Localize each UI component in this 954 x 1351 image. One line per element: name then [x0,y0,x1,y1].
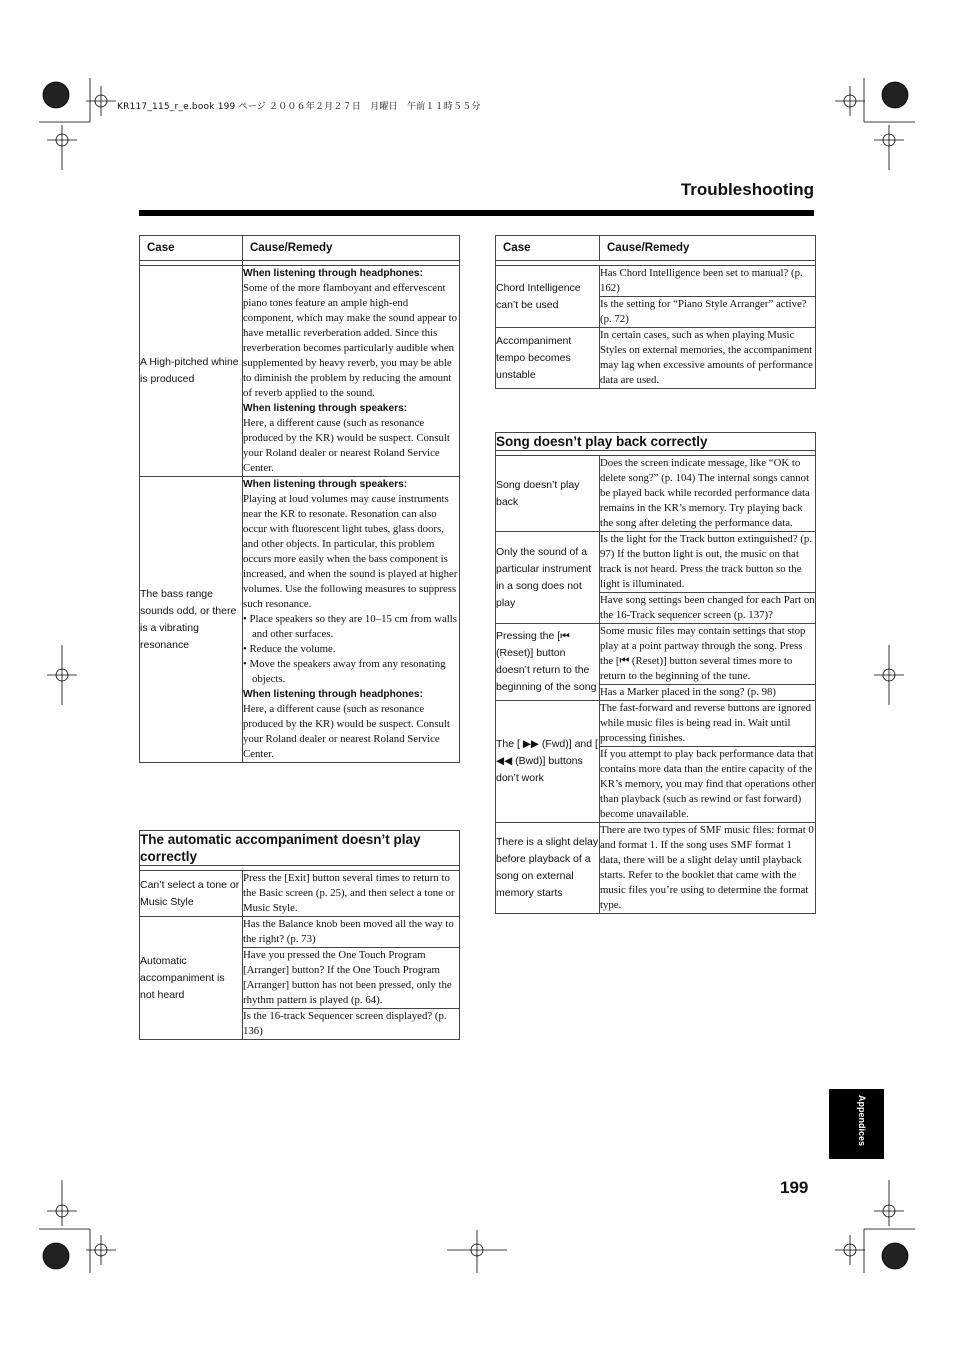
remedy-cell: There are two types of SMF music files: format 0 and format 1. If the song uses SMF format 1 data, there will be a slight delay until playback starts. Refer to the booklet that came with the music files you’re using to determine the format type. [600,823,816,914]
case-cell: Chord Intelligence can’t be used [496,266,600,328]
remedy-cell: The fast-forward and reverse buttons are ignored while music files is being read in. Wait until processing finishes. [600,701,816,747]
table-row [496,701,816,747]
remedy-cell: Is the light for the Track button extinguished? (p. 97) If the button light is out, the music on that track is not heard. Press the track button so the light is illuminated. [600,532,816,593]
case-cell: The bass range sounds odd, or there is a vibrating resonance [140,477,243,763]
remedy-cell: Has a Marker placed in the song? (p. 98) [600,685,816,701]
table-row [140,266,460,477]
table-row [496,823,816,914]
remedy-cell: Have you pressed the One Touch Program [Arranger] button? If the One Touch Program [Arranger] button has not been pressed, only the rhythm pattern is played (p. 64). [243,948,460,1009]
bullet-item: • Move the speakers away from any resonating objects. [243,658,446,685]
case-cell: Accompaniment tempo becomes unstable [496,328,600,389]
remedy-cell: Is the 16-track Sequencer screen displayed? (p. 136) [243,1009,460,1040]
remedy-cell: Does the screen indicate message, like “OK to delete song?” (p. 104) The internal songs cannot be played back while recorded performance data remains in the KR’s memory. Try playing back the song after deleting the performance data. [600,456,816,532]
case-header: Case [140,236,243,261]
section-title: The automatic accompaniment doesn’t play correctly [140,831,460,866]
case-cell: Can’t select a tone or Music Style [140,871,243,917]
table-row [140,477,460,763]
remedy-subheading: When listening through speakers: [243,403,408,414]
appendices-side-tab [829,1089,884,1159]
table-row [496,532,816,593]
case-cell: A High-pitched whine is produced [140,266,243,477]
side-tab-label: Appendices [857,1095,867,1147]
remedy-cell: Is the setting for “Piano Style Arranger” active? (p. 72) [600,297,816,328]
title-rule [139,210,814,216]
left-troubleshooting-table [139,235,460,763]
case-cell: Pressing the [⏮ (Reset)] button doesn’t return to the beginning of the song [496,624,600,701]
remedy-cell: Some music files may contain settings that stop play at a point partway through the song. Press the [⏮ (Reset)] button several times more to return to the beginning of the tune. [600,624,816,685]
remedy-text: Some of the more flamboyant and effervescent piano tones feature an ample high-end component, which may make the sound appear to have metallic reverberation added. Since this reverberation becomes particularly audible when supplemented by heavy reverb, you may be able to diminish the problem by reducing the amount of reverb applied to the sound. [243,282,458,399]
table-row [496,266,816,297]
table-row [496,624,816,685]
right-troubleshooting-table [495,235,816,389]
remedy-header: Cause/Remedy [600,236,816,261]
remedy-text: Here, a different cause (such as resonance produced by the KR) would be suspect. Consult your Roland dealer or nearest Roland Service Center. [243,417,450,474]
page-number: 199 [780,1178,809,1197]
case-cell: Only the sound of a particular instrument in a song does not play [496,532,600,624]
section-title: Song doesn’t play back correctly [496,433,816,451]
song-playback-table [495,432,816,914]
case-cell: There is a slight delay before playback of a song on external memory starts [496,823,600,914]
accompaniment-table [139,830,460,1040]
table-row [140,917,460,948]
case-cell: Automatic accompaniment is not heard [140,917,243,1040]
table-row [496,456,816,532]
remedy-header: Cause/Remedy [243,236,460,261]
remedy-cell [243,477,460,763]
remedy-subheading: When listening through speakers: [243,479,408,490]
remedy-cell: Have song settings been changed for each Part on the 16-Track sequencer screen (p. 137)? [600,593,816,624]
print-header-meta: KR117_115_r_e.book 199 ページ ２００６年２月２７日 月曜日 午前１１時５５分 [117,102,481,112]
remedy-subheading: When listening through headphones: [243,689,423,700]
case-cell: Song doesn’t play back [496,456,600,532]
remedy-cell: In certain cases, such as when playing Music Styles on external memories, the accompaniment may lag when excessive amounts of performance data are used. [600,328,816,389]
case-header: Case [496,236,600,261]
table-row [496,328,816,389]
page-title: Troubleshooting [680,180,814,199]
case-cell: The [ ▶▶ (Fwd)] and [ ◀◀ (Bwd)] buttons don’t work [496,701,600,823]
remedy-cell: Has the Balance knob been moved all the way to the right? (p. 73) [243,917,460,948]
remedy-cell: Has Chord Intelligence been set to manual? (p. 162) [600,266,816,297]
remedy-cell: Press the [Exit] button several times to return to the Basic screen (p. 25), and then select a tone or Music Style. [243,871,460,917]
remedy-text: Here, a different cause (such as resonance produced by the KR) would be suspect. Consult your Roland dealer or nearest Roland Service Center. [243,703,450,760]
remedy-text: Playing at loud volumes may cause instruments near the KR to resonate. Resonation can also occur with fluorescent light tubes, glass doors, and other objects. In particular, this problem occurs more easily when the bass component is increased, and when the sound is played at higher volumes. Use the following measures to suppress such resonance. [243,493,458,610]
bullet-item: • Place speakers so they are 10–15 cm from walls and other surfaces. [243,613,457,640]
remedy-cell: If you attempt to play back performance data that contains more data than the entire capacity of the KR’s memory, you may find that operations other than playback (such as rewind or fast forward) become unavailable. [600,747,816,823]
bullet-item: • Reduce the volume. [243,643,336,655]
remedy-subheading: When listening through headphones: [243,268,423,279]
table-row [140,871,460,917]
remedy-cell [243,266,460,477]
